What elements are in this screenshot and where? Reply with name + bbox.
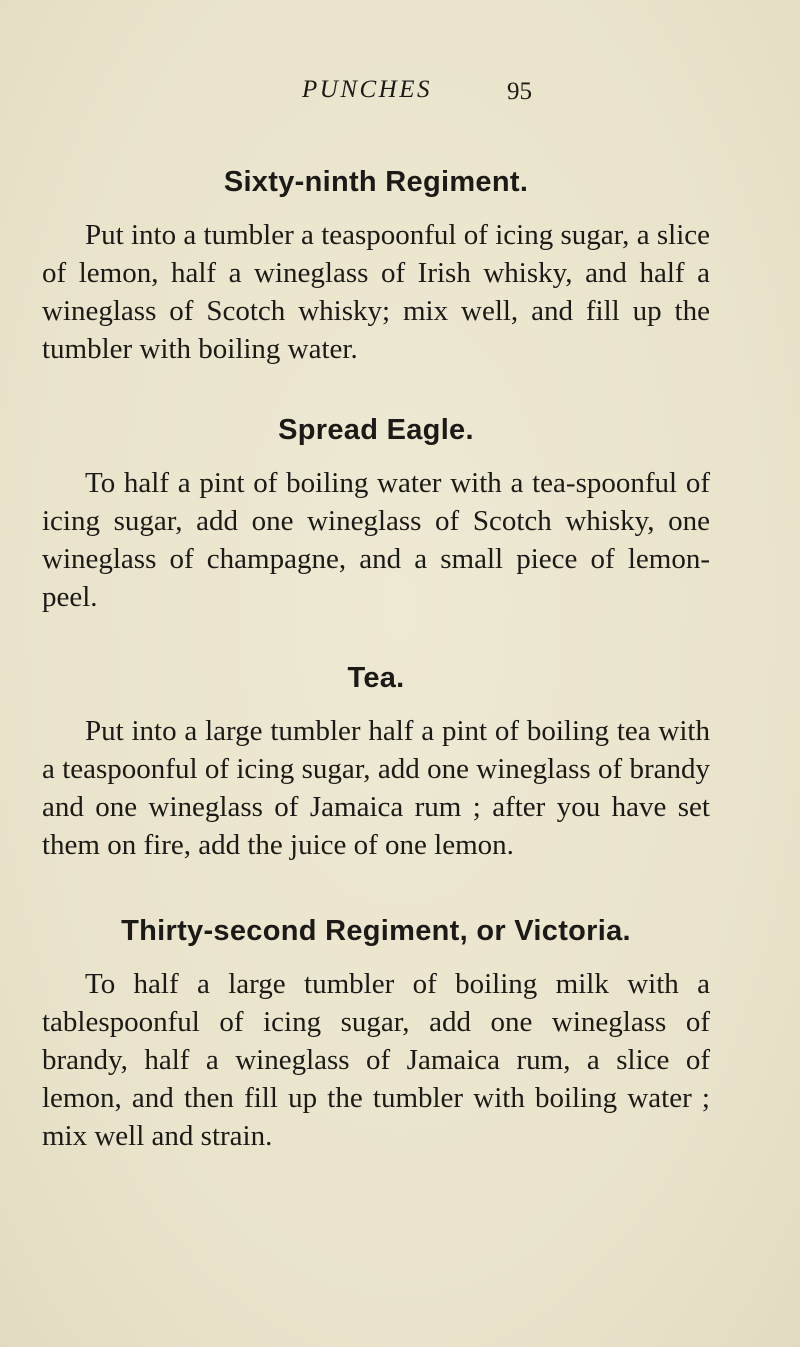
recipe-body: Put into a tumbler a teaspoonful of icing sugar, a slice of lemon, half a wineglass of Irish whisky, and half a wineglass of Scotch whisky; mix well, and fill up the tumbler with boiling water. [42,219,710,365]
recipe-title: Thirty-second Regiment, or Victoria. [121,915,631,947]
recipe-thirty-second-regiment [42,909,710,1155]
recipe-title: Tea. [347,662,405,694]
recipe-title: Spread Eagle. [278,414,474,446]
recipe-sixty-ninth-regiment [42,160,710,368]
recipe-body: Put into a large tumbler half a pint of boiling tea with a teaspoonful of icing sugar, add one wineglass of brandy and one wineglass of Jamaica rum ; after you have set them on fire, add the juice of one lemon. [42,715,710,861]
recipe-title: Sixty-ninth Regiment. [223,166,529,198]
recipe-spread-eagle [42,408,710,616]
page-content [42,160,710,1155]
page-number: 95 [507,78,532,105]
recipe-body: To half a pint of boiling water with a tea-spoonful of icing sugar, add one wineglass of Scotch whisky, one wineglass of champagne, and a small piece of lemon-peel. [42,467,710,613]
recipe-tea [42,656,710,864]
recipe-body: To half a large tumbler of boiling milk with a tablespoonful of icing sugar, add one wineglass of brandy, half a wineglass of Jamaica rum, a slice of lemon, and then fill up the tumbler with boiling water ; mix well and strain. [42,968,710,1152]
running-head [0,70,800,110]
running-title: PUNCHES [302,76,432,103]
